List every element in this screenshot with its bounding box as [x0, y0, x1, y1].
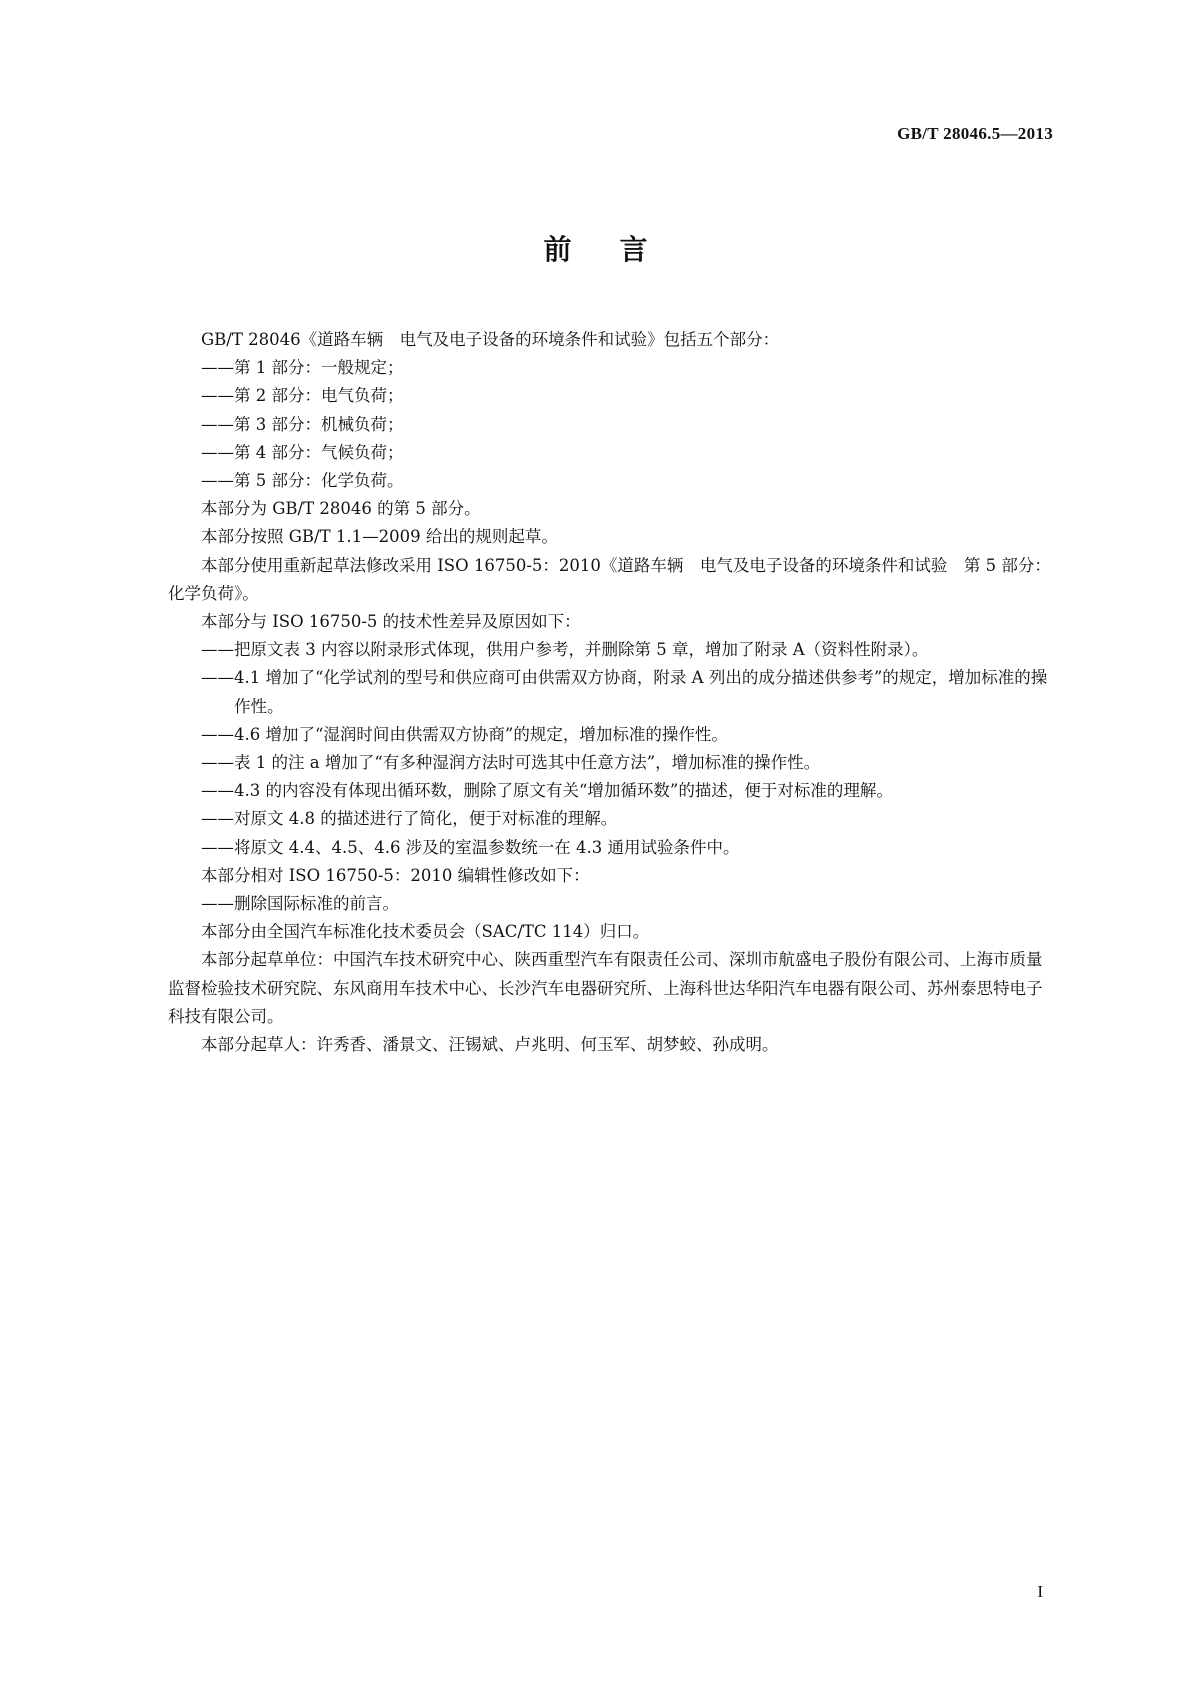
- standard-code: GB/T 28046.5—2013: [897, 124, 1053, 143]
- list-item: ——4.6 增加了“湿润时间由供需双方协商”的规定，增加标准的操作性。: [201, 724, 728, 744]
- paragraph: 本部分为 GB/T 28046 的第 5 部分。: [201, 499, 481, 519]
- list-item: ——4.3 的内容没有体现出循环数，删除了原文有关“增加循环数”的描述，便于对标准的理解。: [201, 781, 893, 801]
- list-item: ——对原文 4.8 的描述进行了简化，便于对标准的理解。: [201, 809, 618, 829]
- list-item: ——删除国际标准的前言。: [201, 894, 399, 914]
- paragraph: 本部分起草单位：中国汽车技术研究中心、陕西重型汽车有限责任公司、深圳市航盛电子股份有限公司、上海市质量监督检验技术研究院、东风商用车技术中心、长沙汽车电器研究所、上海科世达华阳汽车电器有限公司、苏州泰思特电子科技有限公司。: [168, 950, 1043, 1026]
- list-item: ——将原文 4.4、4.5、4.6 涉及的室温参数统一在 4.3 通用试验条件中。: [201, 837, 740, 857]
- page-number: I: [1037, 1582, 1043, 1601]
- list-item: ——第 2 部分：电气负荷；: [201, 386, 404, 406]
- list-item: ——第 5 部分：化学负荷。: [201, 471, 404, 491]
- list-item: ——第 1 部分：一般规定；: [201, 358, 404, 378]
- list-item: ——4.1 增加了“化学试剂的型号和供应商可由供需双方协商，附录 A 列出的成分描述供参考”的规定，增加标准的操作性。: [201, 668, 1048, 716]
- page-title: 前言: [543, 233, 696, 266]
- document-body: [168, 326, 1053, 1059]
- paragraph: 本部分按照 GB/T 1.1—2009 给出的规则起草。: [201, 527, 558, 547]
- paragraph: 本部分由全国汽车标准化技术委员会（SAC/TC 114）归口。: [201, 922, 650, 942]
- paragraph: GB/T 28046《道路车辆 电气及电子设备的环境条件和试验》包括五个部分：: [201, 330, 780, 349]
- list-item: ——第 3 部分：机械负荷；: [201, 414, 404, 434]
- paragraph: 本部分起草人：许秀香、潘景文、汪锡斌、卢兆明、何玉军、胡梦蛟、孙成明。: [201, 1035, 779, 1055]
- paragraph: 本部分与 ISO 16750-5 的技术性差异及原因如下：: [201, 612, 581, 632]
- paragraph: 本部分相对 ISO 16750-5：2010 编辑性修改如下：: [201, 865, 590, 885]
- list-item: ——把原文表 3 内容以附录形式体现，供用户参考，并删除第 5 章，增加了附录 A（资料性附录）。: [201, 640, 929, 660]
- paragraph: 本部分使用重新起草法修改采用 ISO 16750-5：2010《道路车辆 电气及电子设备的环境条件和试验 第 5 部分：化学负荷》。: [168, 555, 1051, 603]
- list-item: ——第 4 部分：气候负荷；: [201, 442, 404, 462]
- list-item: ——表 1 的注 a 增加了“有多种湿润方法时可选其中任意方法”，增加标准的操作性。: [201, 753, 821, 773]
